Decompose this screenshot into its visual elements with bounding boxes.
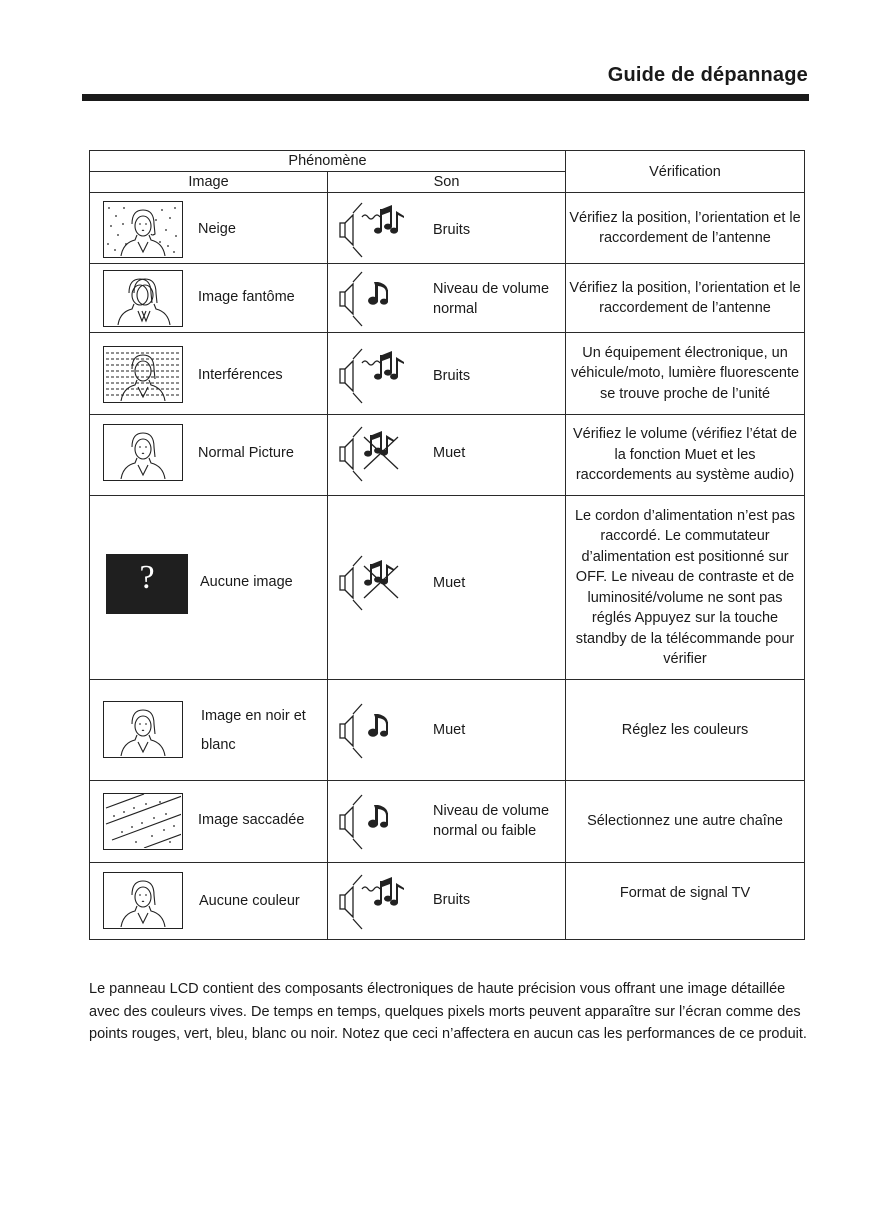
sound-label: Muet bbox=[433, 445, 466, 461]
sound-cell bbox=[328, 496, 566, 680]
speaker-noise-icon bbox=[334, 871, 424, 933]
speaker-noise-icon bbox=[334, 345, 424, 407]
table-row bbox=[90, 863, 805, 940]
page-title: Guide de dépannage bbox=[607, 64, 808, 86]
image-cell bbox=[90, 496, 328, 680]
sound-label: Bruits bbox=[433, 892, 471, 908]
sound-label: Muet bbox=[433, 722, 466, 738]
speaker-note-icon bbox=[334, 700, 424, 762]
sound-cell bbox=[328, 781, 566, 863]
face-icon bbox=[103, 701, 183, 758]
rolling-lines-icon bbox=[103, 793, 183, 850]
verification-cell: Un équipement électronique, un véhicule/moto, lumière fluorescente se trouve proche de l’unité bbox=[566, 333, 805, 415]
image-label: Image en noir et blanc bbox=[201, 708, 306, 753]
speaker-muted-icon bbox=[334, 552, 424, 614]
sound-cell bbox=[328, 333, 566, 415]
verification-cell: Format de signal TV bbox=[566, 863, 805, 940]
interference-face-icon bbox=[103, 346, 183, 403]
verification-cell: Vérifiez la position, l’orientation et le raccordement de l’antenne bbox=[566, 193, 805, 264]
table-row bbox=[90, 680, 805, 781]
sound-cell bbox=[328, 415, 566, 496]
table-row bbox=[90, 781, 805, 863]
image-label: Normal Picture bbox=[198, 445, 294, 461]
image-cell bbox=[90, 781, 328, 863]
speaker-muted-icon bbox=[334, 423, 424, 485]
sound-cell bbox=[328, 264, 566, 333]
image-cell bbox=[90, 415, 328, 496]
verification-cell: Le cordon d’alimentation n’est pas raccordé. Le commutateur d’alimentation est positionné sur OFF. Le niveau de contraste et de luminosité/volume ne sont pas réglés Appuyez sur la touche standby de la télécommande pour vérifier bbox=[566, 496, 805, 680]
image-cell bbox=[90, 333, 328, 415]
header-verification: Vérification bbox=[566, 151, 805, 193]
image-label: Neige bbox=[198, 221, 236, 237]
question-mark-text: ? bbox=[139, 559, 155, 596]
snow-face-icon bbox=[103, 201, 183, 258]
image-label: Aucune couleur bbox=[199, 893, 300, 909]
image-label: Image fantôme bbox=[198, 289, 295, 305]
question-mark-icon bbox=[106, 554, 188, 614]
image-cell bbox=[90, 264, 328, 333]
image-label: Interférences bbox=[198, 367, 283, 383]
image-cell bbox=[90, 680, 328, 781]
sound-cell bbox=[328, 863, 566, 940]
sound-label: Niveau de volume normal bbox=[433, 281, 550, 317]
image-cell bbox=[90, 193, 328, 264]
ghost-face-icon bbox=[103, 270, 183, 327]
speaker-note-icon bbox=[334, 268, 424, 330]
sound-cell bbox=[328, 193, 566, 264]
troubleshooting-table bbox=[89, 150, 805, 940]
verification-cell: Vérifiez la position, l’orientation et le raccordement de l’antenne bbox=[566, 264, 805, 333]
table-row bbox=[90, 333, 805, 415]
image-label: Image saccadée bbox=[198, 812, 305, 828]
table-row bbox=[90, 415, 805, 496]
verification-cell: Réglez les couleurs bbox=[566, 680, 805, 781]
header-sound: Son bbox=[328, 172, 566, 193]
image-cell bbox=[90, 863, 328, 940]
speaker-note-icon bbox=[334, 791, 424, 853]
sound-label: Bruits bbox=[433, 222, 471, 238]
image-label: Aucune image bbox=[200, 574, 293, 590]
lcd-pixel-note: Le panneau LCD contient des composants électroniques de haute précision vous offrant une image détaillée avec des couleurs vives. De temps en temps, quelques pixels morts peuvent apparaître sur l’écran comme des points rouges, vert, bleu, blanc ou noir. Notez que ceci n’affectera en aucun cas les performances de ce produit. bbox=[89, 981, 807, 1042]
sound-label: Bruits bbox=[433, 368, 471, 384]
header-image: Image bbox=[90, 172, 328, 193]
sound-cell bbox=[328, 680, 566, 781]
header-phenomenon: Phénomène bbox=[90, 151, 566, 172]
verification-cell: Sélectionnez une autre chaîne bbox=[566, 781, 805, 863]
sound-label: Muet bbox=[433, 575, 466, 591]
verification-cell: Vérifiez le volume (vérifiez l’état de la fonction Muet et les raccordements au système audio) bbox=[566, 415, 805, 496]
face-icon bbox=[103, 424, 183, 481]
sound-label: Niveau de volume normal ou faible bbox=[433, 803, 550, 839]
speaker-noise-icon bbox=[334, 199, 424, 261]
face-icon bbox=[103, 872, 183, 929]
table-row bbox=[90, 193, 805, 264]
table-row bbox=[90, 496, 805, 680]
title-rule bbox=[82, 94, 809, 101]
table-row bbox=[90, 264, 805, 333]
